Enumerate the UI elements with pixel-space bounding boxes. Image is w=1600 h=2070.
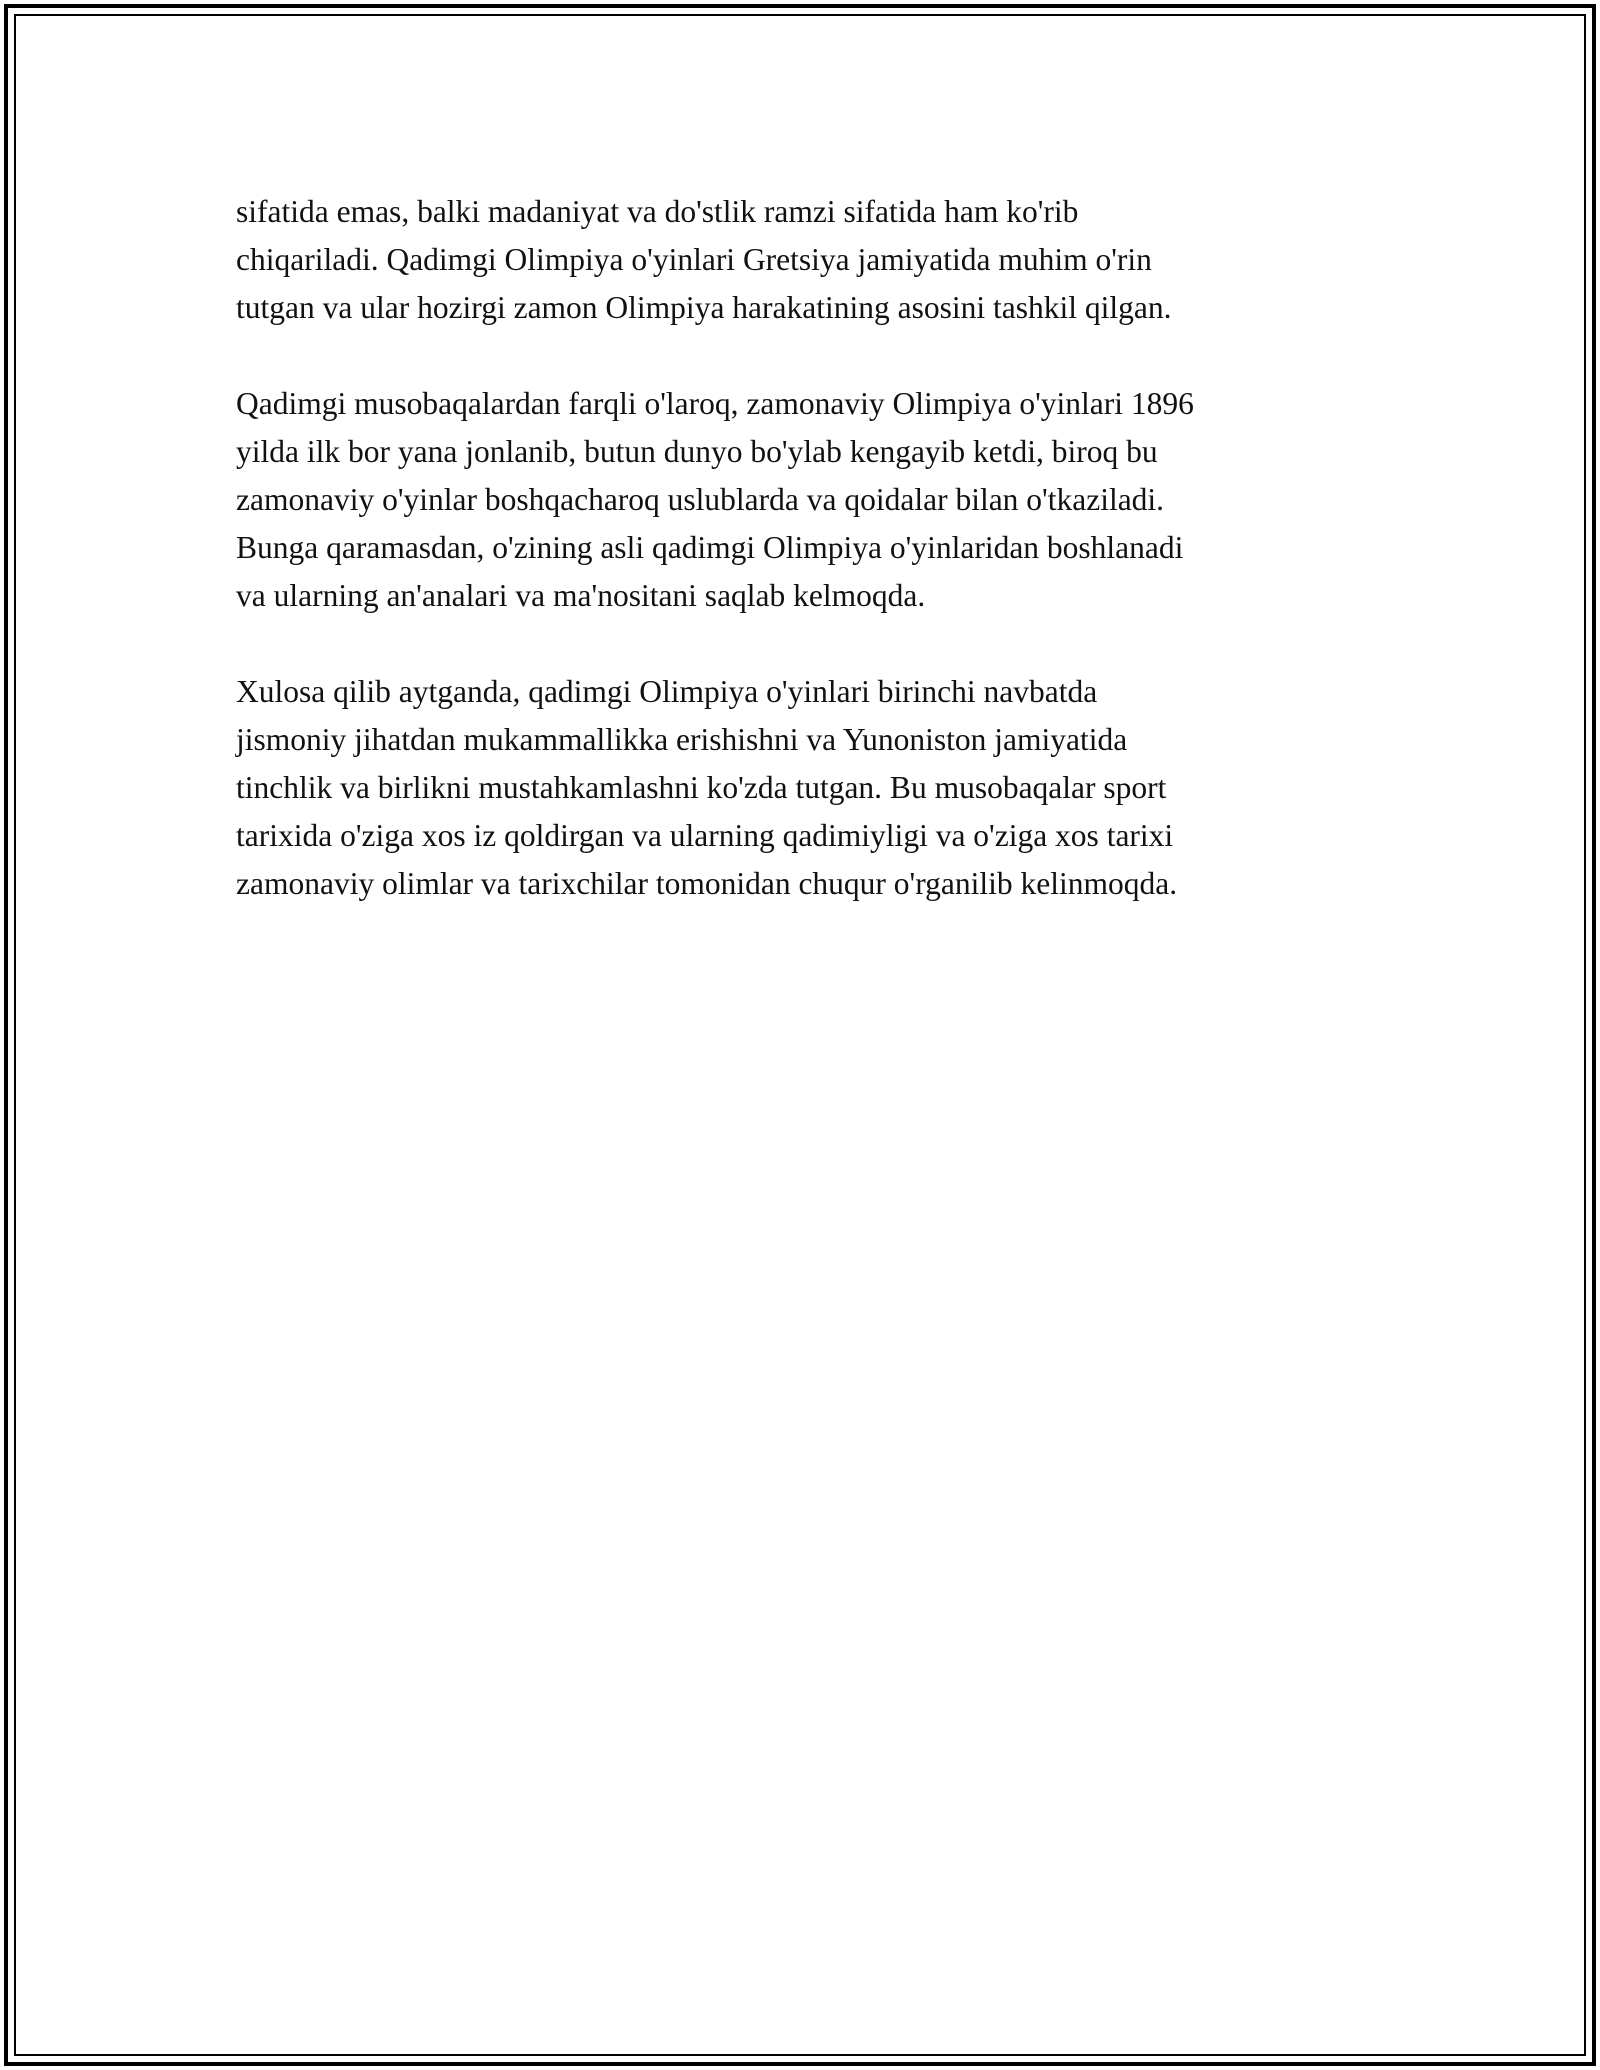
document-body [236,188,1366,956]
text-line: va ularning an'analari va ma'nositani saqlab kelmoqda. [236,578,926,613]
text-line: sifatida emas, balki madaniyat va do'stlik ramzi sifatida ham ko'rib [236,194,1079,229]
text-line: Qadimgi musobaqalardan farqli o'laroq, zamonaviy Olimpiya o'yinlari 1896 [236,386,1194,421]
paragraph-2 [236,380,1366,620]
text-line: Xulosa qilib aytganda, qadimgi Olimpiya o'yinlari birinchi navbatda [236,674,1098,709]
text-line: tarixida o'ziga xos iz qoldirgan va ularning qadimiyligi va o'ziga xos tarixi [236,818,1174,853]
text-line: chiqariladi. Qadimgi Olimpiya o'yinlari Gretsiya jamiyatida muhim o'rin [236,242,1152,277]
text-line: zamonaviy olimlar va tarixchilar tomonidan chuqur o'rganilib kelinmoqda. [236,866,1178,901]
paragraph-3 [236,668,1366,908]
text-line: tutgan va ular hozirgi zamon Olimpiya harakatining asosini tashkil qilgan. [236,290,1172,325]
text-line: jismoniy jihatdan mukammallikka erishishni va Yunoniston jamiyatida [236,722,1128,757]
paragraph-1 [236,188,1366,332]
text-line: tinchlik va birlikni mustahkamlashni ko'zda tutgan. Bu musobaqalar sport [236,770,1167,805]
text-line: Bunga qaramasdan, o'zining asli qadimgi Olimpiya o'yinlaridan boshlanadi [236,530,1184,565]
text-line: zamonaviy o'yinlar boshqacharoq uslublarda va qoidalar bilan o'tkaziladi. [236,482,1165,517]
text-line: yilda ilk bor yana jonlanib, butun dunyo bo'ylab kengayib ketdi, biroq bu [236,434,1158,469]
